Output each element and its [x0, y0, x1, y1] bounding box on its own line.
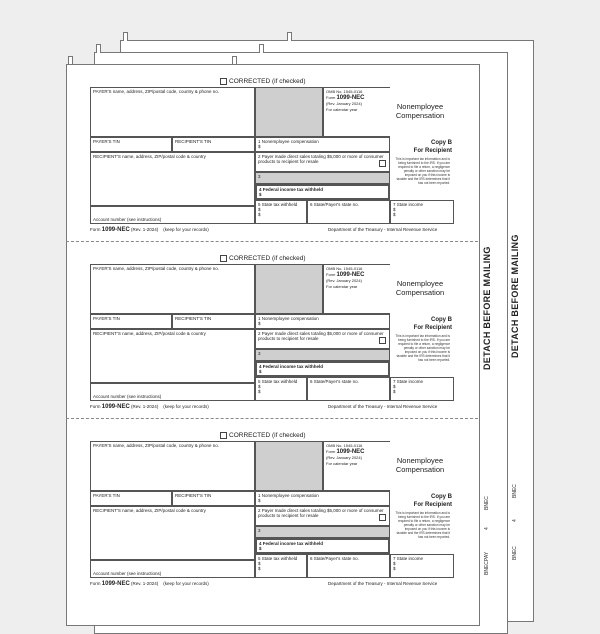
box6-field[interactable]	[307, 377, 390, 401]
omb-frame	[323, 264, 390, 314]
recipient-tin-field[interactable]	[172, 491, 255, 506]
shaded-box	[255, 441, 323, 491]
box2-label: 2 Payer made direct sales totaling $5,000 or more of consumer products to recipient for resale	[258, 508, 384, 518]
footer-department: Department of the Treasury - Internal Revenue Service	[328, 581, 438, 586]
box3-field[interactable]	[255, 349, 390, 361]
box7-field[interactable]	[390, 554, 454, 578]
payer-tin-field[interactable]	[90, 137, 172, 152]
side-code: 4	[512, 519, 518, 522]
shaded-box	[255, 264, 323, 314]
form-number: 1099-NEC	[336, 95, 365, 101]
box1-label: 1 Nonemployee compensation	[258, 139, 319, 144]
recipient-name-field[interactable]	[90, 506, 255, 560]
account-label: Account number (see instructions)	[93, 217, 162, 222]
dollar-sign: $	[259, 546, 262, 551]
dollar-sign: $	[393, 207, 396, 212]
account-number-field[interactable]	[90, 206, 255, 224]
revision: (Rev. January 2024)	[326, 101, 362, 106]
form-label: Form	[326, 449, 336, 454]
box2-field[interactable]	[255, 329, 390, 349]
fine-print: This is important tax information and is being furnished to the IRS. If you are required to file a return, a negligence penalty or other sanction may be imposed on you if this income is taxable and the IRS determines that it has not been reported.	[395, 157, 450, 185]
sheet-tab	[259, 44, 264, 53]
side-code: BNEC	[512, 546, 518, 560]
side-code: BNEC	[484, 496, 490, 510]
box2-field[interactable]	[255, 506, 390, 526]
form-1099-nec-1	[90, 78, 454, 248]
payer-tin-field[interactable]	[90, 491, 172, 506]
footer-form-label: Form	[90, 404, 101, 409]
box3-label: 3	[258, 351, 261, 356]
calendar-year: For calendar year	[326, 461, 358, 466]
footer-keep-note: (keep for your records)	[163, 227, 209, 232]
recipient-name-field[interactable]	[90, 152, 255, 206]
omb-number: OMB No. 1545-0116	[326, 89, 363, 94]
dollar-sign: $	[259, 369, 262, 374]
recipient-tin-label: RECIPIENT'S TIN	[175, 493, 212, 498]
form-title: Nonemployee Compensation	[395, 102, 445, 120]
dollar-sign: $	[258, 389, 261, 394]
for-recipient-label: For Recipient	[413, 148, 452, 154]
revision: (Rev. January 2024)	[326, 455, 362, 460]
account-number-field[interactable]	[90, 383, 255, 401]
footer-revision: (Rev. 1-2024)	[131, 227, 159, 232]
dollar-sign: $	[393, 389, 396, 394]
copy-label: Copy B	[431, 494, 452, 500]
footer-revision: (Rev. 1-2024)	[131, 404, 159, 409]
side-code: BNECPAY	[484, 551, 490, 575]
account-label: Account number (see instructions)	[93, 394, 162, 399]
omb-number: OMB No. 1545-0116	[326, 266, 363, 271]
calendar-year: For calendar year	[326, 107, 358, 112]
footer-form-label: Form	[90, 227, 101, 232]
recipient-tin-field[interactable]	[172, 137, 255, 152]
dollar-sign: $	[258, 212, 261, 217]
dollar-sign: $	[258, 566, 261, 571]
footer-revision: (Rev. 1-2024)	[131, 581, 159, 586]
form-1099-nec-3	[90, 432, 454, 602]
side-code: 4	[484, 527, 490, 530]
payer-name-label: PAYER'S name, address, ZIP/postal code, country & phone no.	[93, 266, 220, 271]
box4-field[interactable]	[255, 361, 390, 377]
box7-label: 7 State income	[393, 202, 424, 207]
payer-tin-label: PAYER'S TIN	[93, 493, 120, 498]
form-footer-left	[90, 227, 209, 233]
form-number: 1099-NEC	[336, 272, 365, 278]
box5-field[interactable]	[255, 200, 307, 224]
recipient-name-field[interactable]	[90, 329, 255, 383]
copy-b-heading	[390, 139, 452, 155]
recipient-name-label: RECIPIENT'S name, address, ZIP/postal code & country	[93, 154, 206, 159]
box1-label: 1 Nonemployee compensation	[258, 493, 319, 498]
dollar-sign: $	[393, 384, 396, 389]
checkbox-icon	[220, 78, 227, 85]
dollar-sign: $	[393, 566, 396, 571]
omb-frame	[323, 87, 390, 137]
sheet-tab	[123, 32, 128, 41]
dollar-sign: $	[259, 192, 262, 197]
detach-label-back1: DETACH BEFORE MAILING	[482, 246, 492, 370]
dollar-sign: $	[393, 212, 396, 217]
box2-checkbox[interactable]	[379, 514, 386, 521]
recipient-tin-label: RECIPIENT'S TIN	[175, 316, 212, 321]
box5-label: 5 State tax withheld	[258, 202, 298, 207]
calendar-year: For calendar year	[326, 284, 358, 289]
copy-b-heading	[390, 316, 452, 332]
box6-field[interactable]	[307, 554, 390, 578]
recipient-name-label: RECIPIENT'S name, address, ZIP/postal code & country	[93, 331, 206, 336]
sheet-tab	[287, 32, 292, 41]
box3-label: 3	[258, 174, 261, 179]
footer-form-number: 1099-NEC	[101, 581, 130, 587]
revision: (Rev. January 2024)	[326, 278, 362, 283]
copy-b-heading	[390, 493, 452, 509]
box4-field[interactable]	[255, 538, 390, 554]
for-recipient-label: For Recipient	[413, 325, 452, 331]
footer-keep-note: (keep for your records)	[163, 404, 209, 409]
for-recipient-label: For Recipient	[413, 502, 452, 508]
box5-field[interactable]	[255, 554, 307, 578]
dollar-sign: $	[258, 561, 261, 566]
footer-keep-note: (keep for your records)	[163, 581, 209, 586]
payer-name-field[interactable]	[90, 264, 255, 314]
payer-name-label: PAYER'S name, address, ZIP/postal code, country & phone no.	[93, 89, 220, 94]
form-label: Form	[326, 272, 336, 277]
payer-tin-label: PAYER'S TIN	[93, 316, 120, 321]
box7-field[interactable]	[390, 200, 454, 224]
dollar-sign: $	[393, 561, 396, 566]
footer-form-number: 1099-NEC	[101, 404, 130, 410]
form-footer-left	[90, 404, 209, 410]
box1-label: 1 Nonemployee compensation	[258, 316, 319, 321]
box2-field[interactable]	[255, 152, 390, 172]
form-title: Nonemployee Compensation	[395, 456, 445, 474]
recipient-name-label: RECIPIENT'S name, address, ZIP/postal code & country	[93, 508, 206, 513]
recipient-tin-field[interactable]	[172, 314, 255, 329]
omb-frame	[323, 441, 390, 491]
footer-department: Department of the Treasury - Internal Revenue Service	[328, 404, 438, 409]
box4-label: 4 Federal income tax withheld	[259, 364, 324, 369]
dollar-sign: $	[258, 321, 261, 326]
footer-form-label: Form	[90, 581, 101, 586]
dollar-sign: $	[258, 207, 261, 212]
dollar-sign: $	[258, 144, 261, 149]
corrected-checkbox[interactable]	[220, 78, 306, 85]
box4-field[interactable]	[255, 184, 390, 200]
form-1099-nec-2	[90, 255, 454, 425]
box7-label: 7 State income	[393, 379, 424, 384]
payer-name-label: PAYER'S name, address, ZIP/postal code, country & phone no.	[93, 443, 220, 448]
form-number: 1099-NEC	[336, 449, 365, 455]
box1-field[interactable]	[255, 491, 390, 506]
copy-label: Copy B	[431, 317, 452, 323]
payer-name-field[interactable]	[90, 441, 255, 491]
box6-label: 6 State/Payer's state no.	[310, 202, 359, 207]
checkbox-icon	[220, 255, 227, 262]
fine-print: This is important tax information and is being furnished to the IRS. If you are required to file a return, a negligence penalty or other sanction may be imposed on you if this income is taxable and the IRS determines that it has not been reported.	[395, 511, 450, 539]
footer-department: Department of the Treasury - Internal Revenue Service	[328, 227, 438, 232]
corrected-checkbox[interactable]	[220, 432, 306, 439]
fine-print: This is important tax information and is being furnished to the IRS. If you are required to file a return, a negligence penalty or other sanction may be imposed on you if this income is taxable and the IRS determines that it has not been reported.	[395, 334, 450, 362]
box5-label: 5 State tax withheld	[258, 556, 298, 561]
corrected-checkbox[interactable]	[220, 255, 306, 262]
form-label: Form	[326, 95, 336, 100]
account-number-field[interactable]	[90, 560, 255, 578]
checkbox-icon	[220, 432, 227, 439]
sheet-tab	[96, 44, 101, 53]
box6-label: 6 State/Payer's state no.	[310, 379, 359, 384]
form-title: Nonemployee Compensation	[395, 279, 445, 297]
box3-field[interactable]	[255, 526, 390, 538]
box2-checkbox[interactable]	[379, 160, 386, 167]
payer-name-field[interactable]	[90, 87, 255, 137]
shaded-box	[255, 87, 323, 137]
corrected-label: CORRECTED (if checked)	[229, 78, 306, 86]
dollar-sign: $	[258, 384, 261, 389]
payer-tin-field[interactable]	[90, 314, 172, 329]
box3-field[interactable]	[255, 172, 390, 184]
box6-field[interactable]	[307, 200, 390, 224]
box1-field[interactable]	[255, 137, 390, 152]
box1-field[interactable]	[255, 314, 390, 329]
form-footer-left	[90, 581, 209, 587]
detach-label-back2: DETACH BEFORE MAILING	[510, 234, 520, 358]
recipient-tin-label: RECIPIENT'S TIN	[175, 139, 212, 144]
corrected-label: CORRECTED (if checked)	[229, 432, 306, 440]
box5-field[interactable]	[255, 377, 307, 401]
box2-checkbox[interactable]	[379, 337, 386, 344]
footer-form-number: 1099-NEC	[101, 227, 130, 233]
corrected-label: CORRECTED (if checked)	[229, 255, 306, 263]
box2-label: 2 Payer made direct sales totaling $5,000 or more of consumer products to recipient for resale	[258, 154, 384, 164]
payer-tin-label: PAYER'S TIN	[93, 139, 120, 144]
account-label: Account number (see instructions)	[93, 571, 162, 576]
box7-label: 7 State income	[393, 556, 424, 561]
box7-field[interactable]	[390, 377, 454, 401]
box4-label: 4 Federal income tax withheld	[259, 187, 324, 192]
box3-label: 3	[258, 528, 261, 533]
box4-label: 4 Federal income tax withheld	[259, 541, 324, 546]
dollar-sign: $	[258, 498, 261, 503]
box5-label: 5 State tax withheld	[258, 379, 298, 384]
copy-label: Copy B	[431, 140, 452, 146]
box2-label: 2 Payer made direct sales totaling $5,000 or more of consumer products to recipient for resale	[258, 331, 384, 341]
omb-number: OMB No. 1545-0116	[326, 443, 363, 448]
side-code: BNEC	[512, 484, 518, 498]
box6-label: 6 State/Payer's state no.	[310, 556, 359, 561]
